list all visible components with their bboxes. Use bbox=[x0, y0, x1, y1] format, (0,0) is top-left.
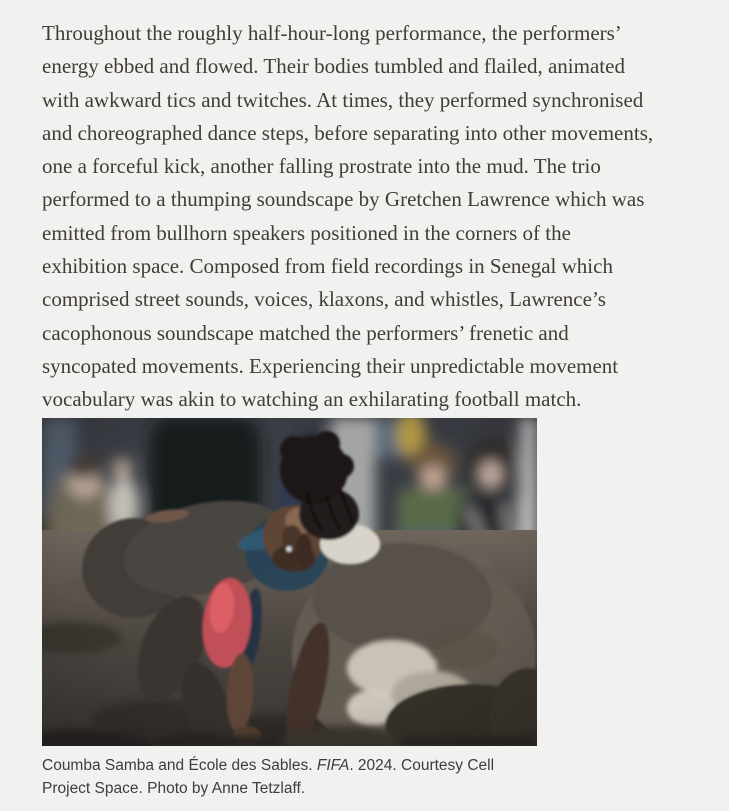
caption-text: Coumba Samba and École des Sables. bbox=[42, 757, 317, 774]
text-line: and choreographed dance steps, before separating into other movements, bbox=[42, 120, 654, 145]
text-line: emitted from bullhorn speakers positioned in the corners of the bbox=[42, 220, 571, 245]
caption-text: . 2024. Courtesy Cell Project Space. Photo by Anne Tetzlaff. bbox=[42, 757, 495, 797]
text-line: Throughout the roughly half-hour-long performance, the performers’ bbox=[42, 21, 622, 45]
performance-photo-figure bbox=[42, 418, 537, 800]
photo-caption bbox=[42, 754, 514, 800]
text-line: one a forceful kick, another falling prostrate into the mud. The trio bbox=[42, 154, 601, 179]
text-line: cacophonous soundscape matched the performers’ frenetic and bbox=[42, 320, 569, 345]
text-line: performed to a thumping soundscape by Gretchen Lawrence which was bbox=[42, 187, 645, 212]
text-line: syncopated movements. Experiencing their unpredictable movement bbox=[42, 353, 619, 378]
caption-work-title: FIFA bbox=[316, 757, 350, 774]
performance-photo bbox=[42, 418, 537, 746]
text-line: vocabulary was akin to watching an exhilarating football match. bbox=[42, 387, 582, 412]
performance-photo-art bbox=[42, 418, 537, 746]
text-line: comprised street sounds, voices, klaxons, and whistles, Lawrence’s bbox=[42, 287, 606, 312]
text-line: energy ebbed and flowed. Their bodies tumbled and flailed, animated bbox=[42, 54, 625, 79]
text-line: exhibition space. Composed from field recordings in Senegal which bbox=[42, 254, 613, 279]
text-line: with awkward tics and twitches. At times, they performed synchronised bbox=[42, 87, 644, 112]
article-paragraph bbox=[42, 17, 702, 417]
